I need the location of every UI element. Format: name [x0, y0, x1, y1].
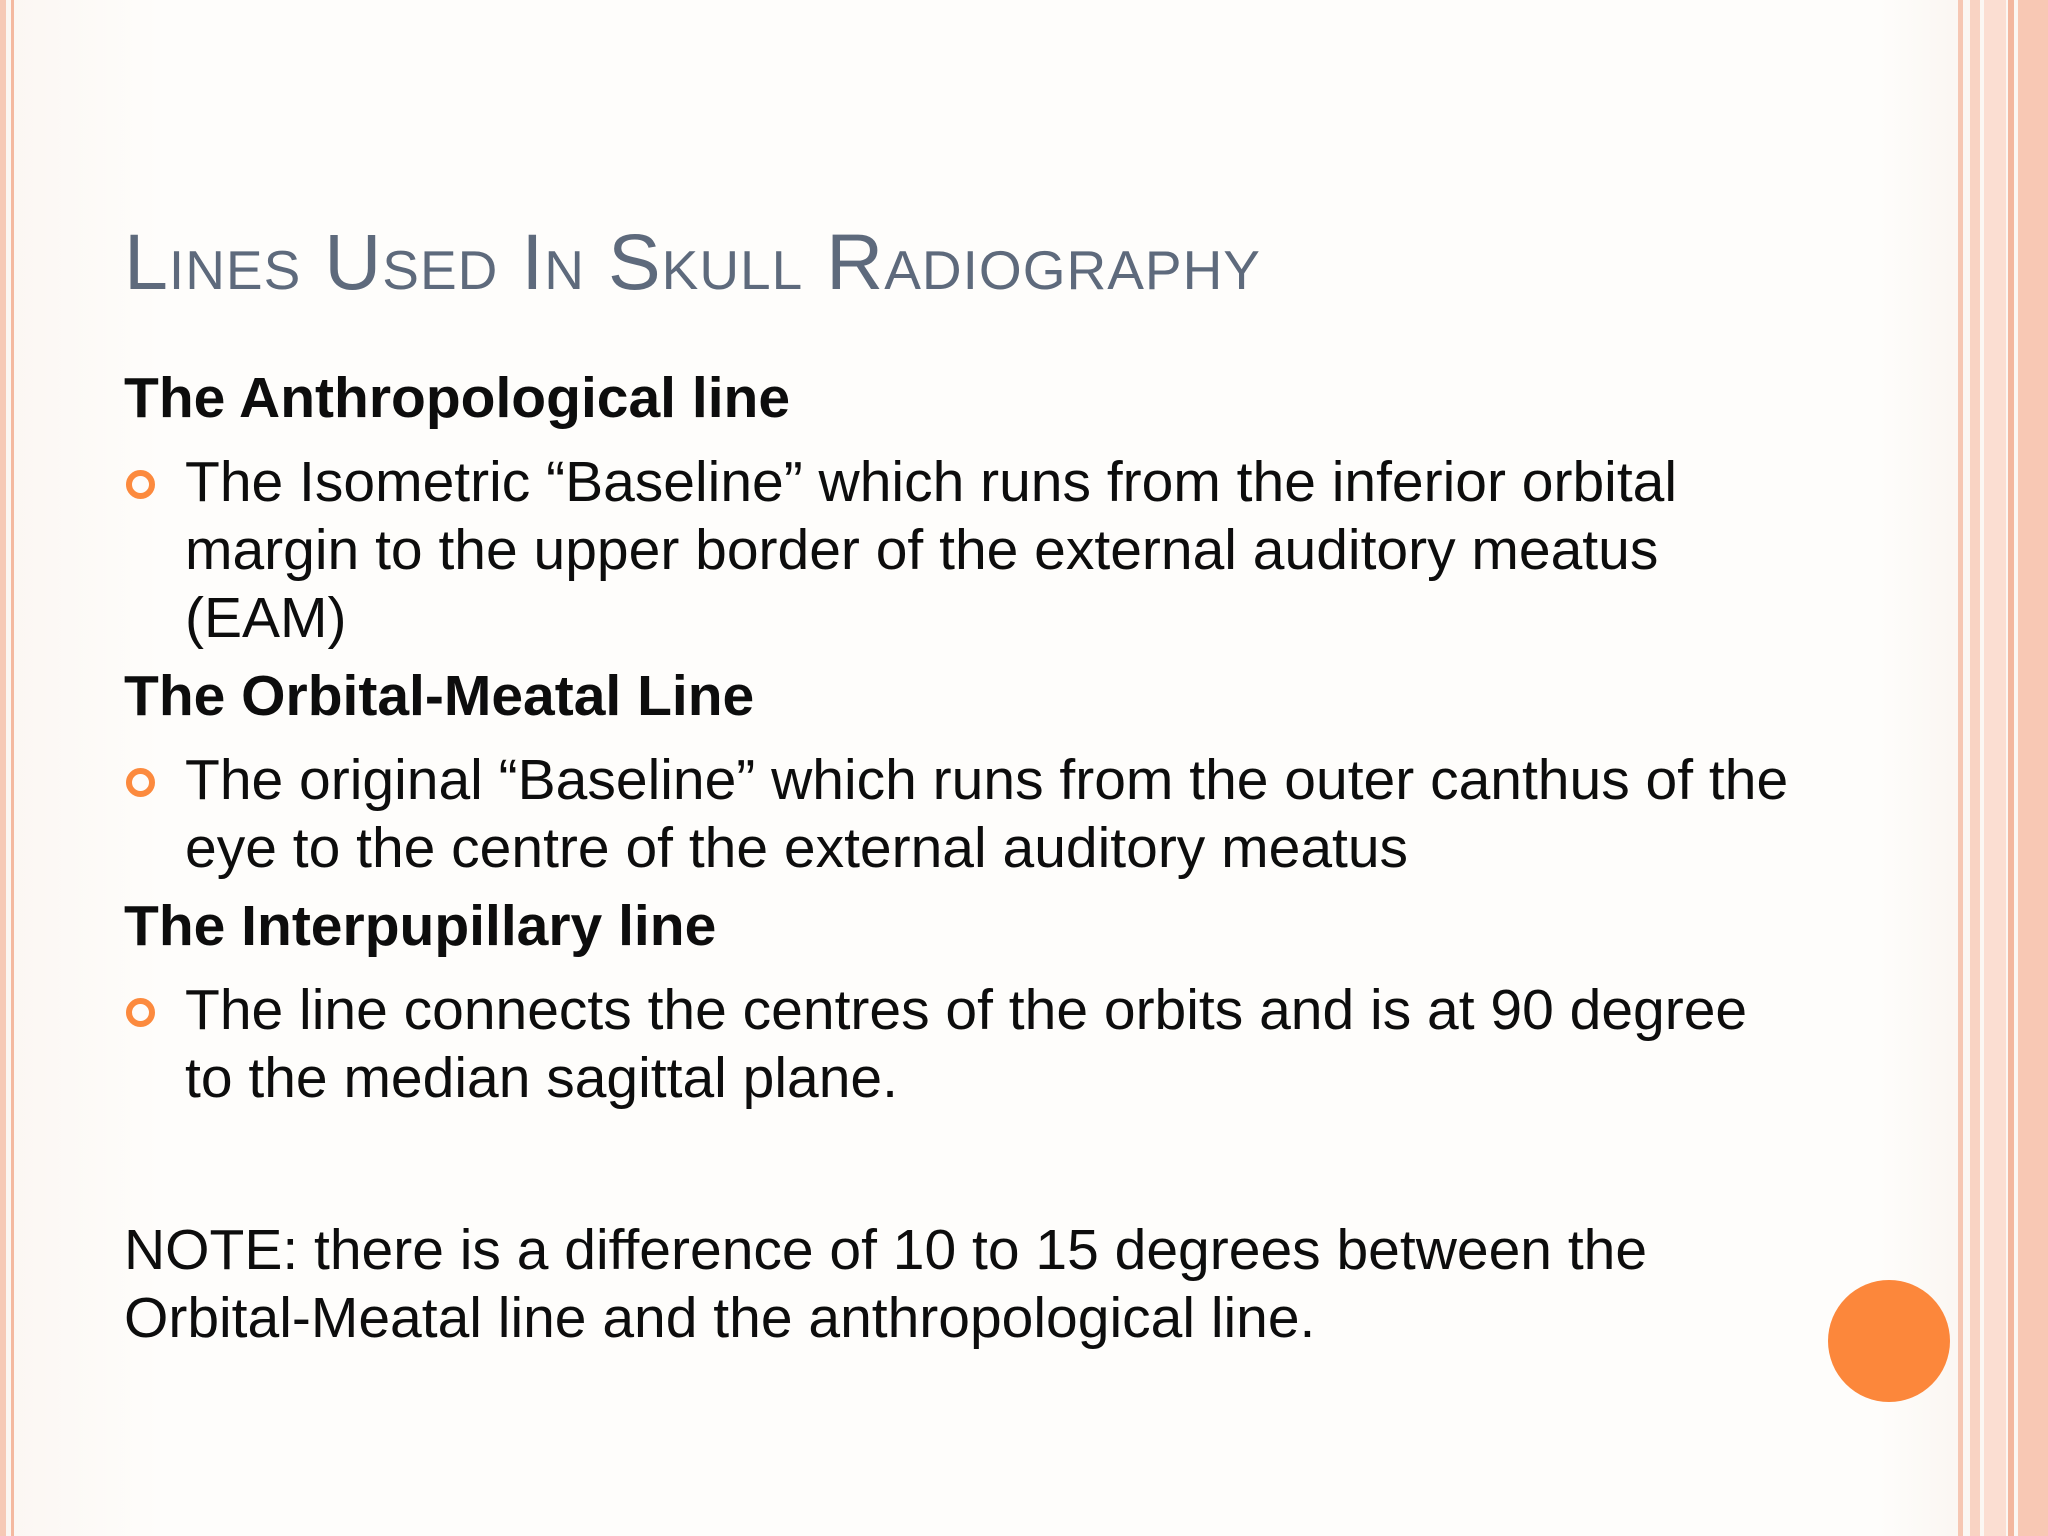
bullet-text: The Isometric “Baseline” which runs from the inferior orbital margin to the upper border of the external auditory meatus (EAM) — [185, 450, 1678, 650]
right-border-stripe-3 — [1984, 0, 2006, 1536]
right-border-stripe-2 — [1970, 0, 1980, 1536]
bullet-item — [124, 976, 1804, 1112]
orange-circle-decoration — [1828, 1280, 1950, 1402]
bullet-item — [124, 448, 1804, 652]
bullet-text: The original “Baseline” which runs from the outer canthus of the eye to the centre of the external auditory meatus — [185, 748, 1789, 880]
section-heading-interpupillary: The Interpupillary line — [124, 894, 717, 958]
left-border-stripe-thin — [11, 0, 14, 1536]
hollow-circle-bullet-icon — [126, 998, 155, 1027]
bullet-text: The line connects the centres of the orbits and is at 90 degree to the median sagittal plane. — [185, 978, 1748, 1110]
right-border-stripe-1 — [1958, 0, 1963, 1536]
section-heading-anthropological: The Anthropological line — [124, 366, 791, 430]
right-border-stripe-5 — [2018, 0, 2048, 1536]
hollow-circle-bullet-icon — [126, 768, 155, 797]
right-border-stripe-4 — [2008, 0, 2014, 1536]
note-text: NOTE: there is a difference of 10 to 15 degrees between the Orbital-Meatal line and the anthropological line. — [124, 1218, 1648, 1350]
left-border-stripe — [0, 0, 6, 1536]
slide-body — [124, 364, 1804, 1409]
section-heading-orbital-meatal: The Orbital-Meatal Line — [124, 664, 755, 728]
hollow-circle-bullet-icon — [126, 470, 155, 499]
bullet-item — [124, 746, 1804, 882]
slide-title: Lines Used In Skull Radiography — [124, 217, 1261, 306]
